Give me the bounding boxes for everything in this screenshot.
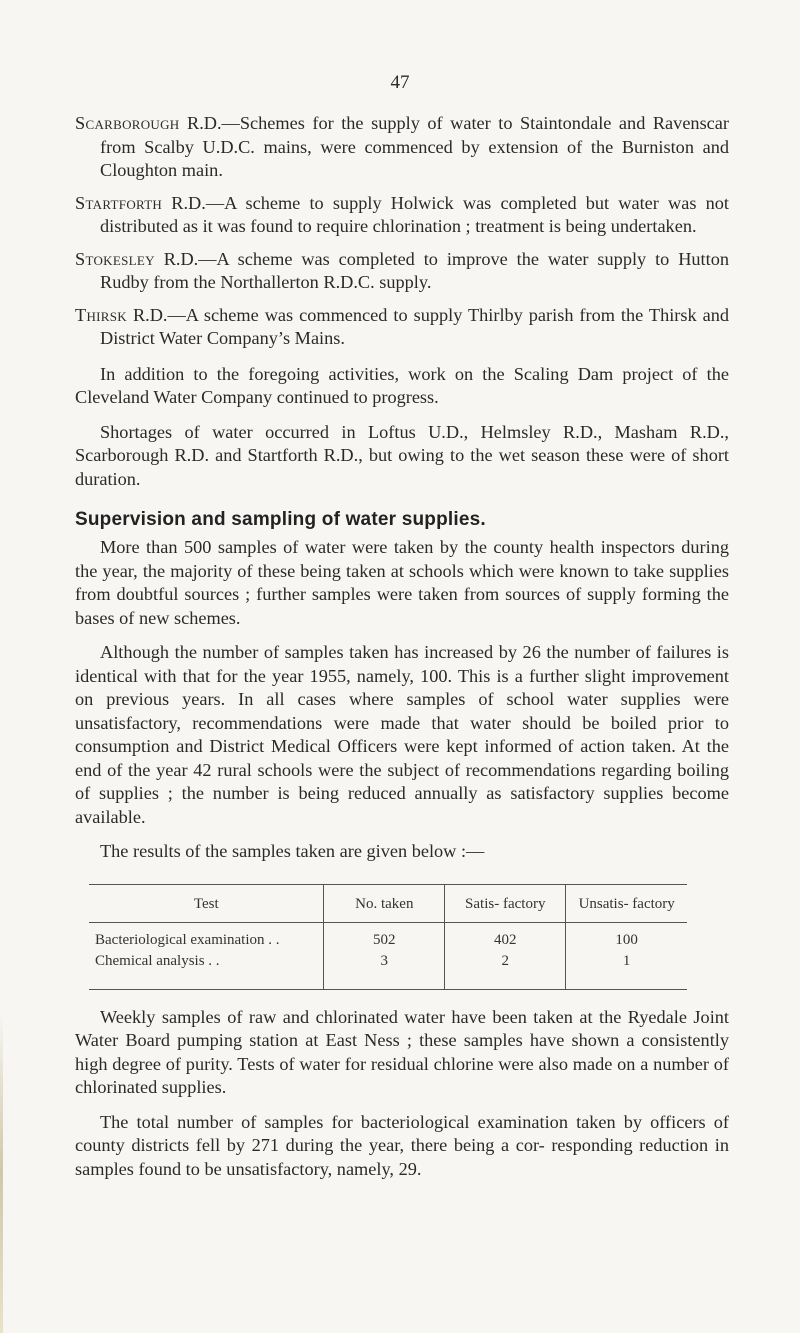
page-number: 47 bbox=[390, 72, 410, 93]
page-edge-stain bbox=[0, 1010, 3, 1333]
paragraph-scaling-dam: In addition to the foregoing activities, work on the Scaling Dam project of the Cleveland Water Company continued to progress. bbox=[75, 363, 729, 407]
table-row bbox=[89, 922, 687, 951]
paragraph-total-samples: The total number of samples for bacteriological examination taken by officers of county districts fell by 271 during the year, there being a cor- responding reduction in samples found to be unsatisfactory, namely, 29. bbox=[75, 1111, 729, 1179]
paragraph-text: R.D.—Schemes for the supply of water to Staintondale and Ravenscar from Scalby U.D.C. mains, were commenced by extension of the Burniston and Cloughton main. bbox=[100, 113, 729, 180]
cell-taken: 502 bbox=[324, 922, 445, 951]
column-header-satisfactory: Satis- factory bbox=[445, 884, 566, 922]
cell-test: Bacteriological examination . . bbox=[95, 931, 280, 948]
column-header-unsatisfactory: Unsatis- factory bbox=[566, 884, 687, 922]
paragraph-thirsk bbox=[75, 304, 729, 351]
page-body bbox=[75, 112, 729, 1192]
paragraph-results-intro: The results of the samples taken are given below :— bbox=[100, 841, 485, 861]
results-table bbox=[89, 884, 687, 990]
cell-test: Chemical analysis . . bbox=[95, 952, 220, 969]
district-name: Scarborough bbox=[75, 113, 180, 133]
district-name: Stokesley bbox=[75, 248, 155, 269]
cell-taken: 3 bbox=[324, 951, 445, 990]
paragraph-samples: More than 500 samples of water were taken by the county health inspectors during the year, the majority of these being taken at schools which were known to take supplies from doubtful sources ; further samples were taken from sources of supply forming the bases of new schemes. bbox=[75, 537, 729, 628]
paragraph-scarborough bbox=[75, 112, 729, 183]
paragraph-shortages: Shortages of water occurred in Loftus U.D., Helmsley R.D., Masham R.D., Scarborough R.D. and Startforth R.D., but owing to the wet season these were of short duration. bbox=[75, 421, 729, 489]
paragraph-startforth bbox=[75, 192, 729, 239]
table-header-row bbox=[89, 884, 687, 922]
section-heading: Supervision and sampling of water supplies. bbox=[75, 509, 486, 530]
table-row bbox=[89, 951, 687, 990]
paragraph-text: R.D.—A scheme was commenced to supply Thirlby parish from the Thirsk and District Water Company’s Mains. bbox=[100, 304, 729, 348]
paragraph-weekly-samples: Weekly samples of raw and chlorinated water have been taken at the Ryedale Joint Water Board pumping station at East Ness ; these samples have shown a consistently high degree of purity. Tests of water for residual chlorine were also made on a number of chlorinated supplies. bbox=[75, 1006, 729, 1097]
cell-unsatisfactory: 1 bbox=[566, 951, 687, 990]
paragraph-text: R.D.—A scheme to supply Holwick was completed but water was not distributed as it was found to require chlorination ; treatment is being undertaken. bbox=[100, 192, 729, 236]
paragraph-stokesley bbox=[75, 248, 729, 295]
column-header-no-taken: No. taken bbox=[324, 884, 445, 922]
cell-satisfactory: 2 bbox=[445, 951, 566, 990]
cell-unsatisfactory: 100 bbox=[566, 922, 687, 951]
column-header-test: Test bbox=[193, 895, 219, 912]
cell-satisfactory: 402 bbox=[445, 922, 566, 951]
paragraph-text: R.D.—A scheme was completed to improve the water supply to Hutton Rudby from the Northallerton R.D.C. supply. bbox=[100, 248, 729, 292]
paragraph-failures: Although the number of samples taken has increased by 26 the number of failures is identical with that for the year 1955, namely, 100. This is a further slight improvement on previous years. In all cases where samples of school water supplies were unsatisfactory, recommendations were made that water should be boiled prior to consumption and District Medical Officers were kept informed of action taken. At the end of the year 42 rural schools were the subject of recommendations regarding boiling of supplies ; the number is being reduced annually as satisfactory supplies become available. bbox=[75, 642, 729, 827]
district-name: Startforth bbox=[75, 192, 163, 213]
district-name: Thirsk bbox=[75, 304, 127, 325]
